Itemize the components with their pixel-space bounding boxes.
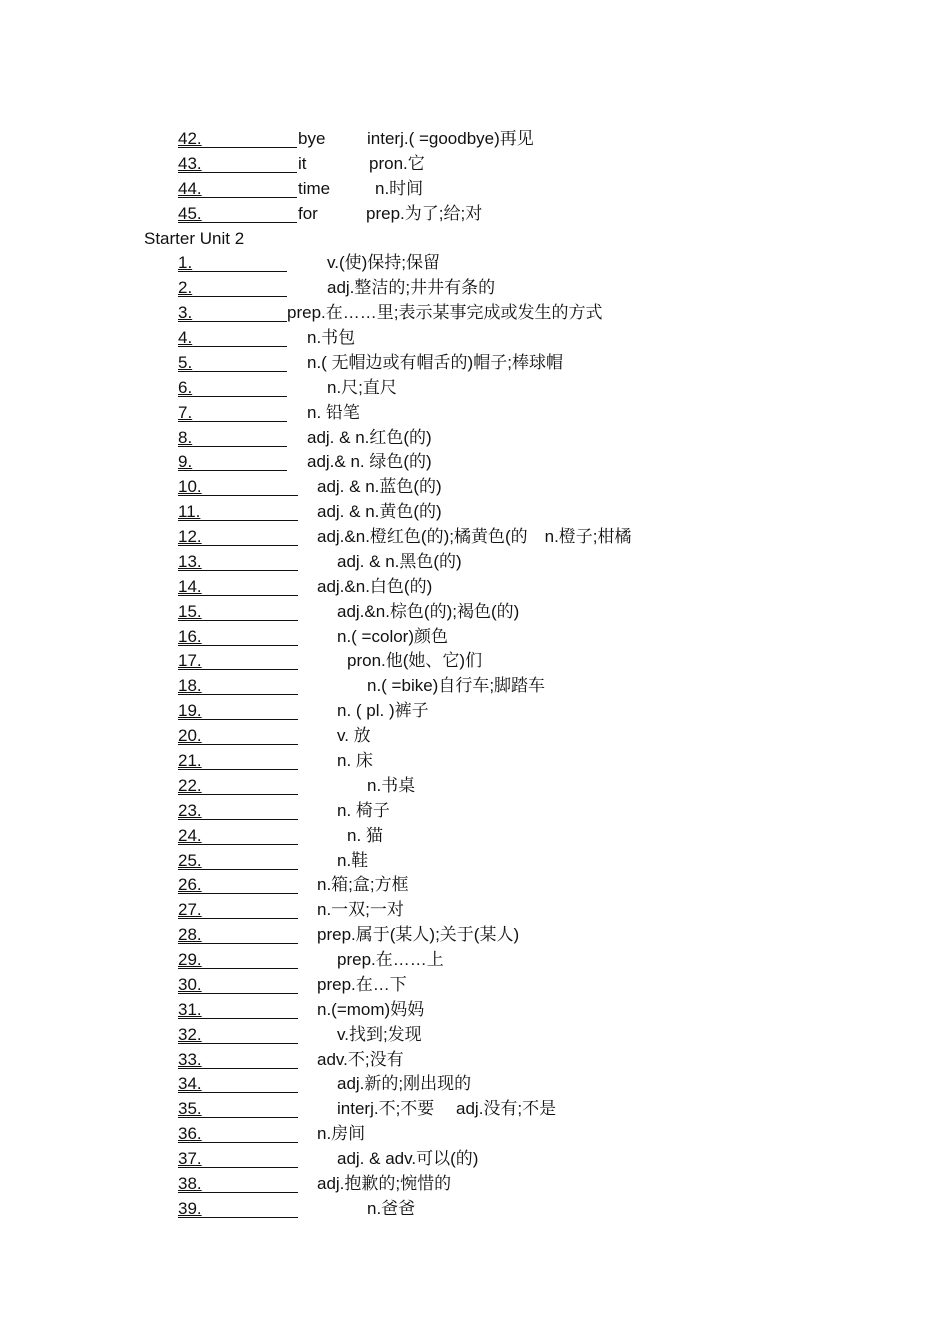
vocab-definition: n.(=mom)妈妈 bbox=[317, 999, 425, 1019]
answer-blank[interactable]: 11. bbox=[178, 499, 298, 521]
vocab-word: bye bbox=[298, 129, 326, 148]
answer-blank[interactable]: 35. bbox=[178, 1096, 298, 1118]
vocab-word: time bbox=[298, 178, 331, 198]
vocab-definition: adj. & n.黄色(的) bbox=[317, 502, 442, 522]
answer-blank[interactable]: 37. bbox=[178, 1146, 298, 1168]
vocab-definition: n. 猫 bbox=[347, 825, 383, 845]
vocab-word: for bbox=[298, 203, 318, 223]
answer-blank[interactable]: 21. bbox=[178, 748, 298, 770]
vocab-definition: n.爸爸 bbox=[367, 1198, 416, 1218]
vocab-definition: prep.为了;给;对 bbox=[366, 203, 483, 223]
vocab-definition: n.书桌 bbox=[367, 775, 416, 795]
answer-blank[interactable]: 16. bbox=[178, 624, 298, 646]
answer-blank[interactable]: 1. bbox=[178, 250, 287, 272]
answer-blank[interactable]: 27. bbox=[178, 897, 298, 919]
vocab-definition: v. 放 bbox=[337, 726, 371, 746]
vocab-definition: prep.属于(某人);关于(某人) bbox=[317, 925, 520, 945]
answer-blank[interactable]: 15. bbox=[178, 599, 298, 621]
vocab-definition: adj.抱歉的;惋惜的 bbox=[317, 1173, 452, 1193]
answer-blank[interactable]: 28. bbox=[178, 922, 298, 944]
vocab-definition: n.( =bike)自行车;脚踏车 bbox=[367, 676, 546, 696]
vocab-definition: adj. & n.蓝色(的) bbox=[317, 477, 442, 497]
answer-blank[interactable]: 23. bbox=[178, 798, 298, 820]
answer-blank[interactable]: 43. bbox=[178, 151, 297, 173]
answer-blank[interactable]: 36. bbox=[178, 1121, 298, 1143]
vocab-definition: n.箱;盒;方框 bbox=[317, 875, 409, 895]
section-heading: Starter Unit 2 bbox=[144, 228, 245, 248]
answer-blank[interactable]: 18. bbox=[178, 673, 298, 695]
answer-blank[interactable]: 44. bbox=[178, 176, 297, 198]
vocab-definition: adj.&n.棕色(的);褐色(的) bbox=[337, 601, 520, 621]
vocab-definition: n.房间 bbox=[317, 1124, 366, 1144]
answer-blank[interactable]: 31. bbox=[178, 997, 298, 1019]
vocab-definition: v.(使)保持;保留 bbox=[327, 253, 441, 273]
vocab-definition: n.( 无帽边或有帽舌的)帽子;棒球帽 bbox=[307, 352, 563, 372]
vocab-definition: prep.在……上 bbox=[337, 950, 444, 970]
vocab-definition: n.( =color)颜色 bbox=[337, 626, 448, 646]
answer-blank[interactable]: 20. bbox=[178, 723, 298, 745]
vocab-definition: n.一双;一对 bbox=[317, 900, 404, 920]
vocab-definition: adj. & n.红色(的) bbox=[307, 427, 432, 447]
vocab-definition: prep.在……里;表示某事完成或发生的方式 bbox=[287, 303, 603, 323]
answer-blank[interactable]: 6. bbox=[178, 375, 287, 397]
answer-blank[interactable]: 45. bbox=[178, 201, 297, 223]
answer-blank[interactable]: 4. bbox=[178, 325, 287, 347]
answer-blank[interactable]: 8. bbox=[178, 425, 287, 447]
vocab-definition: adj. & n.黑色(的) bbox=[337, 551, 462, 571]
answer-blank[interactable]: 29. bbox=[178, 947, 298, 969]
vocab-definition: n.鞋 bbox=[337, 850, 369, 870]
answer-blank[interactable]: 5. bbox=[178, 350, 287, 372]
answer-blank[interactable]: 22. bbox=[178, 773, 298, 795]
answer-blank[interactable]: 26. bbox=[178, 872, 298, 894]
answer-blank[interactable]: 3. bbox=[178, 300, 287, 322]
vocab-definition: prep.在…下 bbox=[317, 974, 407, 994]
vocab-definition: adj. & adv.可以(的) bbox=[337, 1149, 479, 1169]
vocab-definition: interj.( =goodbye)再见 bbox=[367, 129, 534, 148]
answer-blank[interactable]: 10. bbox=[178, 474, 298, 496]
vocab-definition: n. 床 bbox=[337, 751, 373, 770]
vocab-definition: adj.整洁的;井井有条的 bbox=[327, 278, 496, 298]
answer-blank[interactable]: 14. bbox=[178, 574, 298, 596]
answer-blank[interactable]: 13. bbox=[178, 549, 298, 571]
answer-blank[interactable]: 34. bbox=[178, 1071, 298, 1093]
vocab-definition: pron.它 bbox=[369, 153, 425, 173]
vocab-definition: adj.& n. 绿色(的) bbox=[307, 452, 432, 472]
vocab-definition: adj.&n.白色(的) bbox=[317, 576, 433, 596]
vocab-definition: n.时间 bbox=[375, 178, 424, 198]
answer-blank[interactable]: 33. bbox=[178, 1047, 298, 1069]
answer-blank[interactable]: 25. bbox=[178, 848, 298, 870]
answer-blank[interactable]: 7. bbox=[178, 400, 287, 422]
vocab-definition: adv.不;没有 bbox=[317, 1049, 404, 1069]
answer-blank[interactable]: 2. bbox=[178, 275, 287, 297]
vocab-definition: n. 铅笔 bbox=[307, 402, 360, 422]
answer-blank[interactable]: 32. bbox=[178, 1022, 298, 1044]
vocab-definition: interj.不;不要 adj.没有;不是 bbox=[337, 1099, 557, 1119]
answer-blank[interactable]: 39. bbox=[178, 1196, 298, 1218]
vocab-definition: n. ( pl. )裤子 bbox=[337, 701, 429, 721]
answer-blank[interactable]: 24. bbox=[178, 823, 298, 845]
answer-blank[interactable]: 17. bbox=[178, 648, 298, 670]
answer-blank[interactable]: 19. bbox=[178, 698, 298, 720]
vocab-definition: n.书包 bbox=[307, 328, 356, 348]
answer-blank[interactable]: 30. bbox=[178, 972, 298, 994]
vocab-word: it bbox=[298, 153, 307, 173]
answer-blank[interactable]: 12. bbox=[178, 524, 298, 546]
vocab-definition: n.尺;直尺 bbox=[327, 377, 397, 397]
vocab-definition: n. 椅子 bbox=[337, 800, 390, 820]
answer-blank[interactable]: 9. bbox=[178, 449, 287, 471]
vocab-definition: v.找到;发现 bbox=[337, 1024, 422, 1044]
answer-blank[interactable]: 38. bbox=[178, 1171, 298, 1193]
vocab-definition: adj.新的;刚出现的 bbox=[337, 1074, 472, 1094]
vocab-definition: pron.他(她、它)们 bbox=[347, 651, 483, 671]
answer-blank[interactable]: 42. bbox=[178, 126, 297, 148]
vocab-definition: adj.&n.橙红色(的);橘黄色(的 n.橙子;柑橘 bbox=[317, 527, 632, 547]
